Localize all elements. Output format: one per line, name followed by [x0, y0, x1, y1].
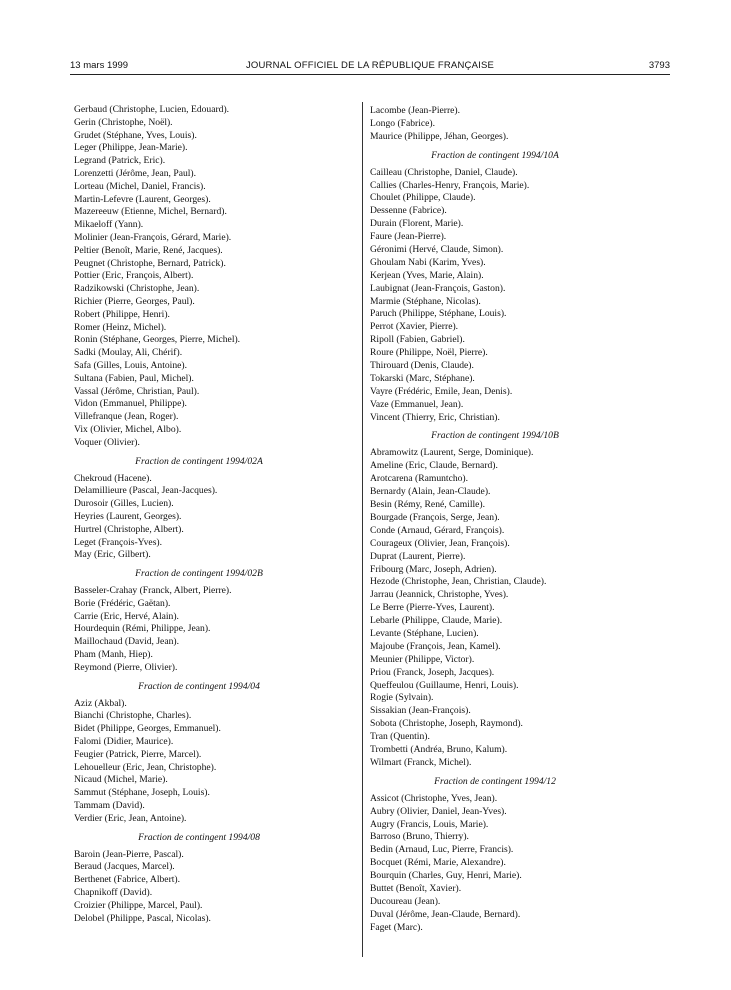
name-entry: Peltier (Benoît, Marie, René, Jacques). [74, 244, 223, 256]
name-entry: Ripoll (Fabien, Gabriel). [370, 334, 465, 346]
name-list-section [74, 568, 324, 675]
name-list-section [74, 456, 324, 563]
name-entry: Berthenet (Fabrice, Albert). [74, 874, 181, 886]
name-entry: Choulet (Philippe, Claude). [370, 192, 476, 204]
name-entry: Gerin (Christophe, Noël). [74, 116, 173, 128]
header-page-number: 3793 [648, 60, 670, 71]
name-entry: Bourgade (François, Serge, Jean). [370, 511, 500, 523]
name-entry: Bernardy (Alain, Jean-Claude). [370, 486, 491, 498]
name-entry: Ameline (Eric, Claude, Bernard). [370, 460, 498, 472]
name-entry: Lorenzetti (Jérôme, Jean, Paul). [74, 167, 197, 179]
name-entry: Bidet (Philippe, Georges, Emmanuel). [74, 723, 221, 735]
section-title: Fraction de contingent 1994/02B [135, 568, 263, 580]
section-title: Fraction de contingent 1994/02A [135, 455, 263, 467]
name-entry: Trombetti (Andréa, Bruno, Kalum). [370, 743, 508, 755]
name-list-section [370, 430, 620, 769]
name-entry: Ducoureau (Jean). [370, 895, 441, 907]
name-entry: Vincent (Thierry, Eric, Christian). [370, 411, 500, 423]
name-entry: Lebarle (Philippe, Claude, Marie). [370, 615, 503, 627]
name-entry: Voquer (Olivier). [74, 436, 140, 448]
name-entry: Sadki (Moulay, Ali, Chérif). [74, 347, 183, 359]
name-entry: Fribourg (Marc, Joseph, Adrien). [370, 563, 497, 575]
name-entry: Gerbaud (Christophe, Lucien, Edouard). [74, 104, 230, 115]
name-entry: Romer (Heinz, Michel). [74, 321, 167, 333]
header-journal-title: JOURNAL OFFICIEL DE LA RÉPUBLIQUE FRANÇAISE [245, 60, 495, 71]
name-entry: Leger (Philippe, Jean-Marie). [74, 142, 188, 154]
name-entry: Chapnikoff (David). [74, 887, 153, 899]
name-entry: Basseler-Crahay (Franck, Albert, Pierre). [74, 585, 232, 597]
name-entry: Peugnet (Christophe, Bernard, Patrick). [74, 257, 226, 269]
name-entry: Villefranque (Jean, Roger). [74, 411, 179, 423]
name-entry: Legrand (Patrick, Eric). [74, 155, 166, 167]
name-entry: Vayre (Frédéric, Emile, Jean, Denis). [370, 385, 513, 397]
name-entry: Queffeulou (Guillaume, Henri, Louis). [370, 679, 519, 691]
name-entry: Marmie (Stéphane, Nicolas). [370, 295, 481, 307]
name-entry: Chekroud (Hacene). [74, 472, 152, 484]
name-entry: Heyries (Laurent, Georges). [74, 510, 182, 522]
name-entry: Sultana (Fabien, Paul, Michel). [74, 372, 194, 384]
name-entry: Bocquet (Rémi, Marie, Alexandre). [370, 857, 506, 869]
name-entry: Géronimi (Hervé, Claude, Simon). [370, 244, 504, 256]
name-entry: Courageux (Olivier, Jean, François). [370, 537, 510, 549]
name-entry: Grudet (Stéphane, Yves, Louis). [74, 129, 197, 141]
name-entry: Durain (Florent, Marie). [370, 218, 464, 230]
name-entry: Laubignat (Jean-François, Gaston). [370, 282, 506, 294]
name-entry: Feugier (Patrick, Pierre, Marcel). [74, 748, 202, 760]
name-entry: Hurtrel (Christophe, Albert). [74, 523, 184, 535]
name-entry: Cailleau (Christophe, Daniel, Claude). [370, 166, 518, 178]
name-list-section [74, 832, 324, 926]
name-entry: Le Berre (Pierre-Yves, Laurent). [370, 602, 495, 614]
name-entry: Tokarski (Marc, Stéphane). [370, 372, 475, 384]
name-entry: Sammut (Stéphane, Joseph, Louis). [74, 787, 210, 799]
name-entry: Jarrau (Jeannick, Christophe, Yves). [370, 589, 509, 601]
section-title: Fraction de contingent 1994/10A [431, 149, 559, 161]
name-entry: Pham (Manh, Hiep). [74, 649, 153, 661]
name-entry: Vaze (Emmanuel, Jean). [370, 398, 464, 410]
name-entry: Richier (Pierre, Georges, Paul). [74, 295, 195, 307]
header-date: 13 mars 1999 [70, 60, 129, 71]
name-entry: Thirouard (Denis, Claude). [370, 360, 474, 372]
name-entry: Reymond (Pierre, Olivier). [74, 661, 178, 673]
name-entry: Delobel (Philippe, Pascal, Nicolas). [74, 912, 211, 924]
name-entry: Longo (Fabrice). [370, 117, 436, 129]
name-entry: Aziz (Akbal). [74, 697, 127, 709]
right-column [370, 105, 620, 935]
header-rule [70, 74, 670, 75]
name-entry: Kerjean (Yves, Marie, Alain). [370, 269, 484, 281]
name-entry: Duprat (Laurent, Pierre). [370, 550, 466, 562]
name-entry: Delamillieure (Pascal, Jean-Jacques). [74, 485, 218, 497]
name-entry: Hezode (Christophe, Jean, Christian, Claude). [370, 576, 547, 588]
name-list-section [370, 105, 620, 144]
name-entry: Conde (Arnaud, Gérard, François). [370, 524, 505, 536]
name-entry: May (Eric, Gilbert). [74, 549, 151, 561]
section-title: Fraction de contingent 1994/10B [431, 430, 559, 442]
column-divider [362, 102, 363, 957]
name-entry: Verdier (Eric, Jean, Antoine). [74, 812, 187, 824]
name-entry: Rogie (Sylvain). [370, 692, 434, 704]
name-entry: Dessenne (Fabrice). [370, 205, 447, 217]
name-entry: Radzikowski (Christophe, Jean). [74, 283, 200, 295]
name-entry: Bourquin (Charles, Guy, Henri, Marie). [370, 870, 522, 882]
name-entry: Beraud (Jacques, Marcel). [74, 861, 175, 873]
name-entry: Borie (Frédéric, Gaëtan). [74, 597, 171, 609]
name-entry: Majoube (François, Jean, Kamel). [370, 640, 501, 652]
name-entry: Lorteau (Michel, Daniel, Francis). [74, 180, 206, 192]
name-entry: Robert (Philippe, Henri). [74, 308, 170, 320]
name-entry: Meunier (Philippe, Victor). [370, 653, 475, 665]
page-header [70, 60, 670, 74]
name-entry: Martin-Lefevre (Laurent, Georges). [74, 193, 211, 205]
name-list-section [74, 104, 324, 450]
name-entry: Vix (Olivier, Michel, Albo). [74, 423, 182, 435]
section-title: Fraction de contingent 1994/08 [138, 831, 260, 843]
name-entry: Perrot (Xavier, Pierre). [370, 321, 459, 333]
name-entry: Arotcarena (Ramuntcho). [370, 473, 469, 485]
name-entry: Mazereeuw (Etienne, Michel, Bernard). [74, 206, 227, 218]
name-entry: Hourdequin (Rémi, Philippe, Jean). [74, 623, 211, 635]
name-entry: Assicot (Christophe, Yves, Jean). [370, 792, 498, 804]
name-entry: Lacombe (Jean-Pierre). [370, 105, 461, 116]
name-entry: Carrie (Eric, Hervé, Alain). [74, 610, 179, 622]
name-entry: Maillochaud (David, Jean). [74, 636, 179, 648]
name-entry: Vidon (Emmanuel, Philippe). [74, 398, 187, 410]
name-entry: Abramowitz (Laurent, Serge, Dominique). [370, 447, 534, 459]
name-entry: Molinier (Jean-François, Gérard, Marie). [74, 231, 232, 243]
name-entry: Wilmart (Franck, Michel). [370, 756, 472, 768]
name-entry: Faure (Jean-Pierre). [370, 231, 447, 243]
name-entry: Augry (Francis, Louis, Marie). [370, 818, 489, 830]
name-entry: Buttet (Benoît, Xavier). [370, 882, 462, 894]
name-entry: Aubry (Olivier, Daniel, Jean-Yves). [370, 805, 507, 817]
name-entry: Durosoir (Gilles, Lucien). [74, 498, 174, 510]
name-entry: Ronin (Stéphane, Georges, Pierre, Michel). [74, 334, 241, 346]
name-entry: Pottier (Eric, François, Albert). [74, 270, 194, 282]
name-entry: Duval (Jérôme, Jean-Claude, Bernard). [370, 908, 521, 920]
name-entry: Barroso (Bruno, Thierry). [370, 831, 469, 843]
name-entry: Vassal (Jérôme, Christian, Paul). [74, 385, 200, 397]
left-column [74, 104, 324, 925]
name-entry: Bedin (Arnaud, Luc, Pierre, Francis). [370, 844, 514, 856]
name-entry: Mikaeloff (Yann). [74, 219, 144, 231]
section-title: Fraction de contingent 1994/04 [138, 680, 260, 692]
section-title: Fraction de contingent 1994/12 [434, 775, 556, 787]
name-entry: Ghoulam Nabi (Karim, Yves). [370, 256, 486, 268]
name-entry: Safa (Gilles, Louis, Antoine). [74, 359, 187, 371]
name-entry: Baroin (Jean-Pierre, Pascal). [74, 848, 184, 860]
name-entry: Besin (Rémy, René, Camille). [370, 499, 486, 511]
name-entry: Roure (Philippe, Noël, Pierre). [370, 347, 488, 359]
name-entry: Tran (Quentin). [370, 731, 430, 743]
name-list-section [370, 776, 620, 935]
name-entry: Nicaud (Michel, Marie). [74, 774, 168, 786]
name-entry: Levante (Stéphane, Lucien). [370, 627, 479, 639]
name-entry: Falomi (Didier, Maurice). [74, 736, 174, 748]
name-entry: Paruch (Philippe, Stéphane, Louis). [370, 308, 507, 320]
name-entry: Sissakian (Jean-François). [370, 705, 471, 717]
name-entry: Tammam (David). [74, 800, 145, 812]
name-entry: Sobota (Christophe, Joseph, Raymond). [370, 718, 523, 730]
name-entry: Faget (Marc). [370, 921, 423, 933]
name-entry: Croizier (Philippe, Marcel, Paul). [74, 899, 203, 911]
name-entry: Maurice (Philippe, Jéhan, Georges). [370, 130, 509, 142]
name-entry: Callies (Charles-Henry, François, Marie). [370, 179, 530, 191]
name-list-section [74, 681, 324, 826]
name-list-section [370, 150, 620, 425]
name-entry: Lehouelleur (Eric, Jean, Christophe). [74, 761, 217, 773]
name-entry: Priou (Franck, Joseph, Jacques). [370, 666, 495, 678]
name-entry: Bianchi (Christophe, Charles). [74, 710, 192, 722]
name-entry: Leget (François-Yves). [74, 536, 163, 548]
